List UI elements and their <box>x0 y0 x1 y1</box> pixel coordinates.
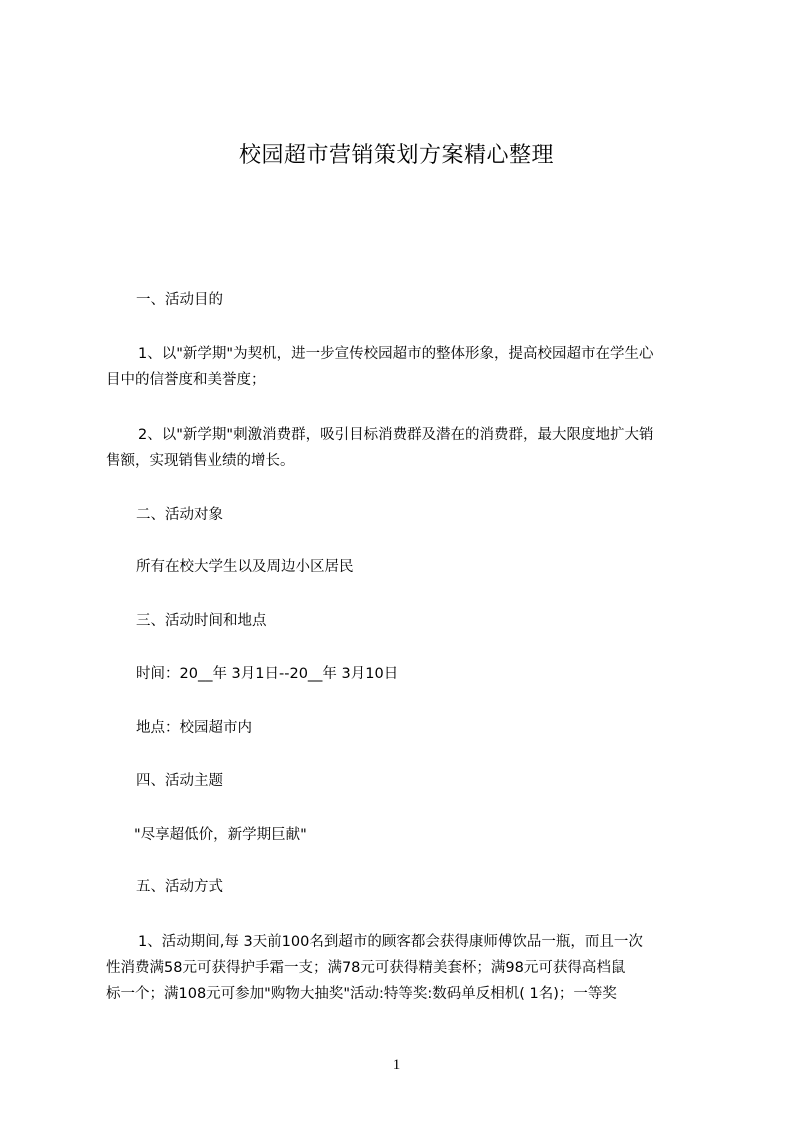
paragraph-line: 所有在校大学生以及周边小区居民 <box>136 559 354 575</box>
paragraph-line: 性消费满58元可获得护手霜一支；满78元可获得精美套杯；满98元可获得高档鼠 <box>106 960 626 976</box>
section-heading-time-place: 三、活动时间和地点 <box>136 613 267 629</box>
paragraph-line: 地点：校园超市内 <box>136 720 252 736</box>
paragraph-line: 标一个；满108元可参加"购物大抽奖"活动:特等奖:数码单反相机( 1名)；一等奖 <box>106 986 617 1002</box>
paragraph-line: 1、活动期间,每 3天前100名到超市的顾客都会获得康师傅饮品一瓶，而且一次 <box>138 934 643 950</box>
section-heading-theme: 四、活动主题 <box>136 773 223 789</box>
paragraph-line: 时间：20__年 3月1日--20__年 3月10日 <box>136 666 399 682</box>
document-title: 校园超市营销策划方案精心整理 <box>238 143 554 168</box>
paragraph-line: 目中的信誉度和美誉度； <box>106 372 266 388</box>
section-heading-purpose: 一、活动目的 <box>136 292 223 308</box>
page-number: 1 <box>392 1057 401 1073</box>
paragraph-line: 售额，实现销售业绩的增长。 <box>106 453 295 469</box>
paragraph-line: 1、以"新学期"为契机，进一步宣传校园超市的整体形象，提高校园超市在学生心 <box>138 346 654 362</box>
section-heading-audience: 二、活动对象 <box>136 507 223 523</box>
paragraph-line: "尽享超低价，新学期巨献" <box>134 827 307 843</box>
paragraph-line: 2、以"新学期"刺激消费群，吸引目标消费群及潜在的消费群，最大限度地扩大销 <box>138 427 654 443</box>
section-heading-method: 五、活动方式 <box>136 879 223 895</box>
